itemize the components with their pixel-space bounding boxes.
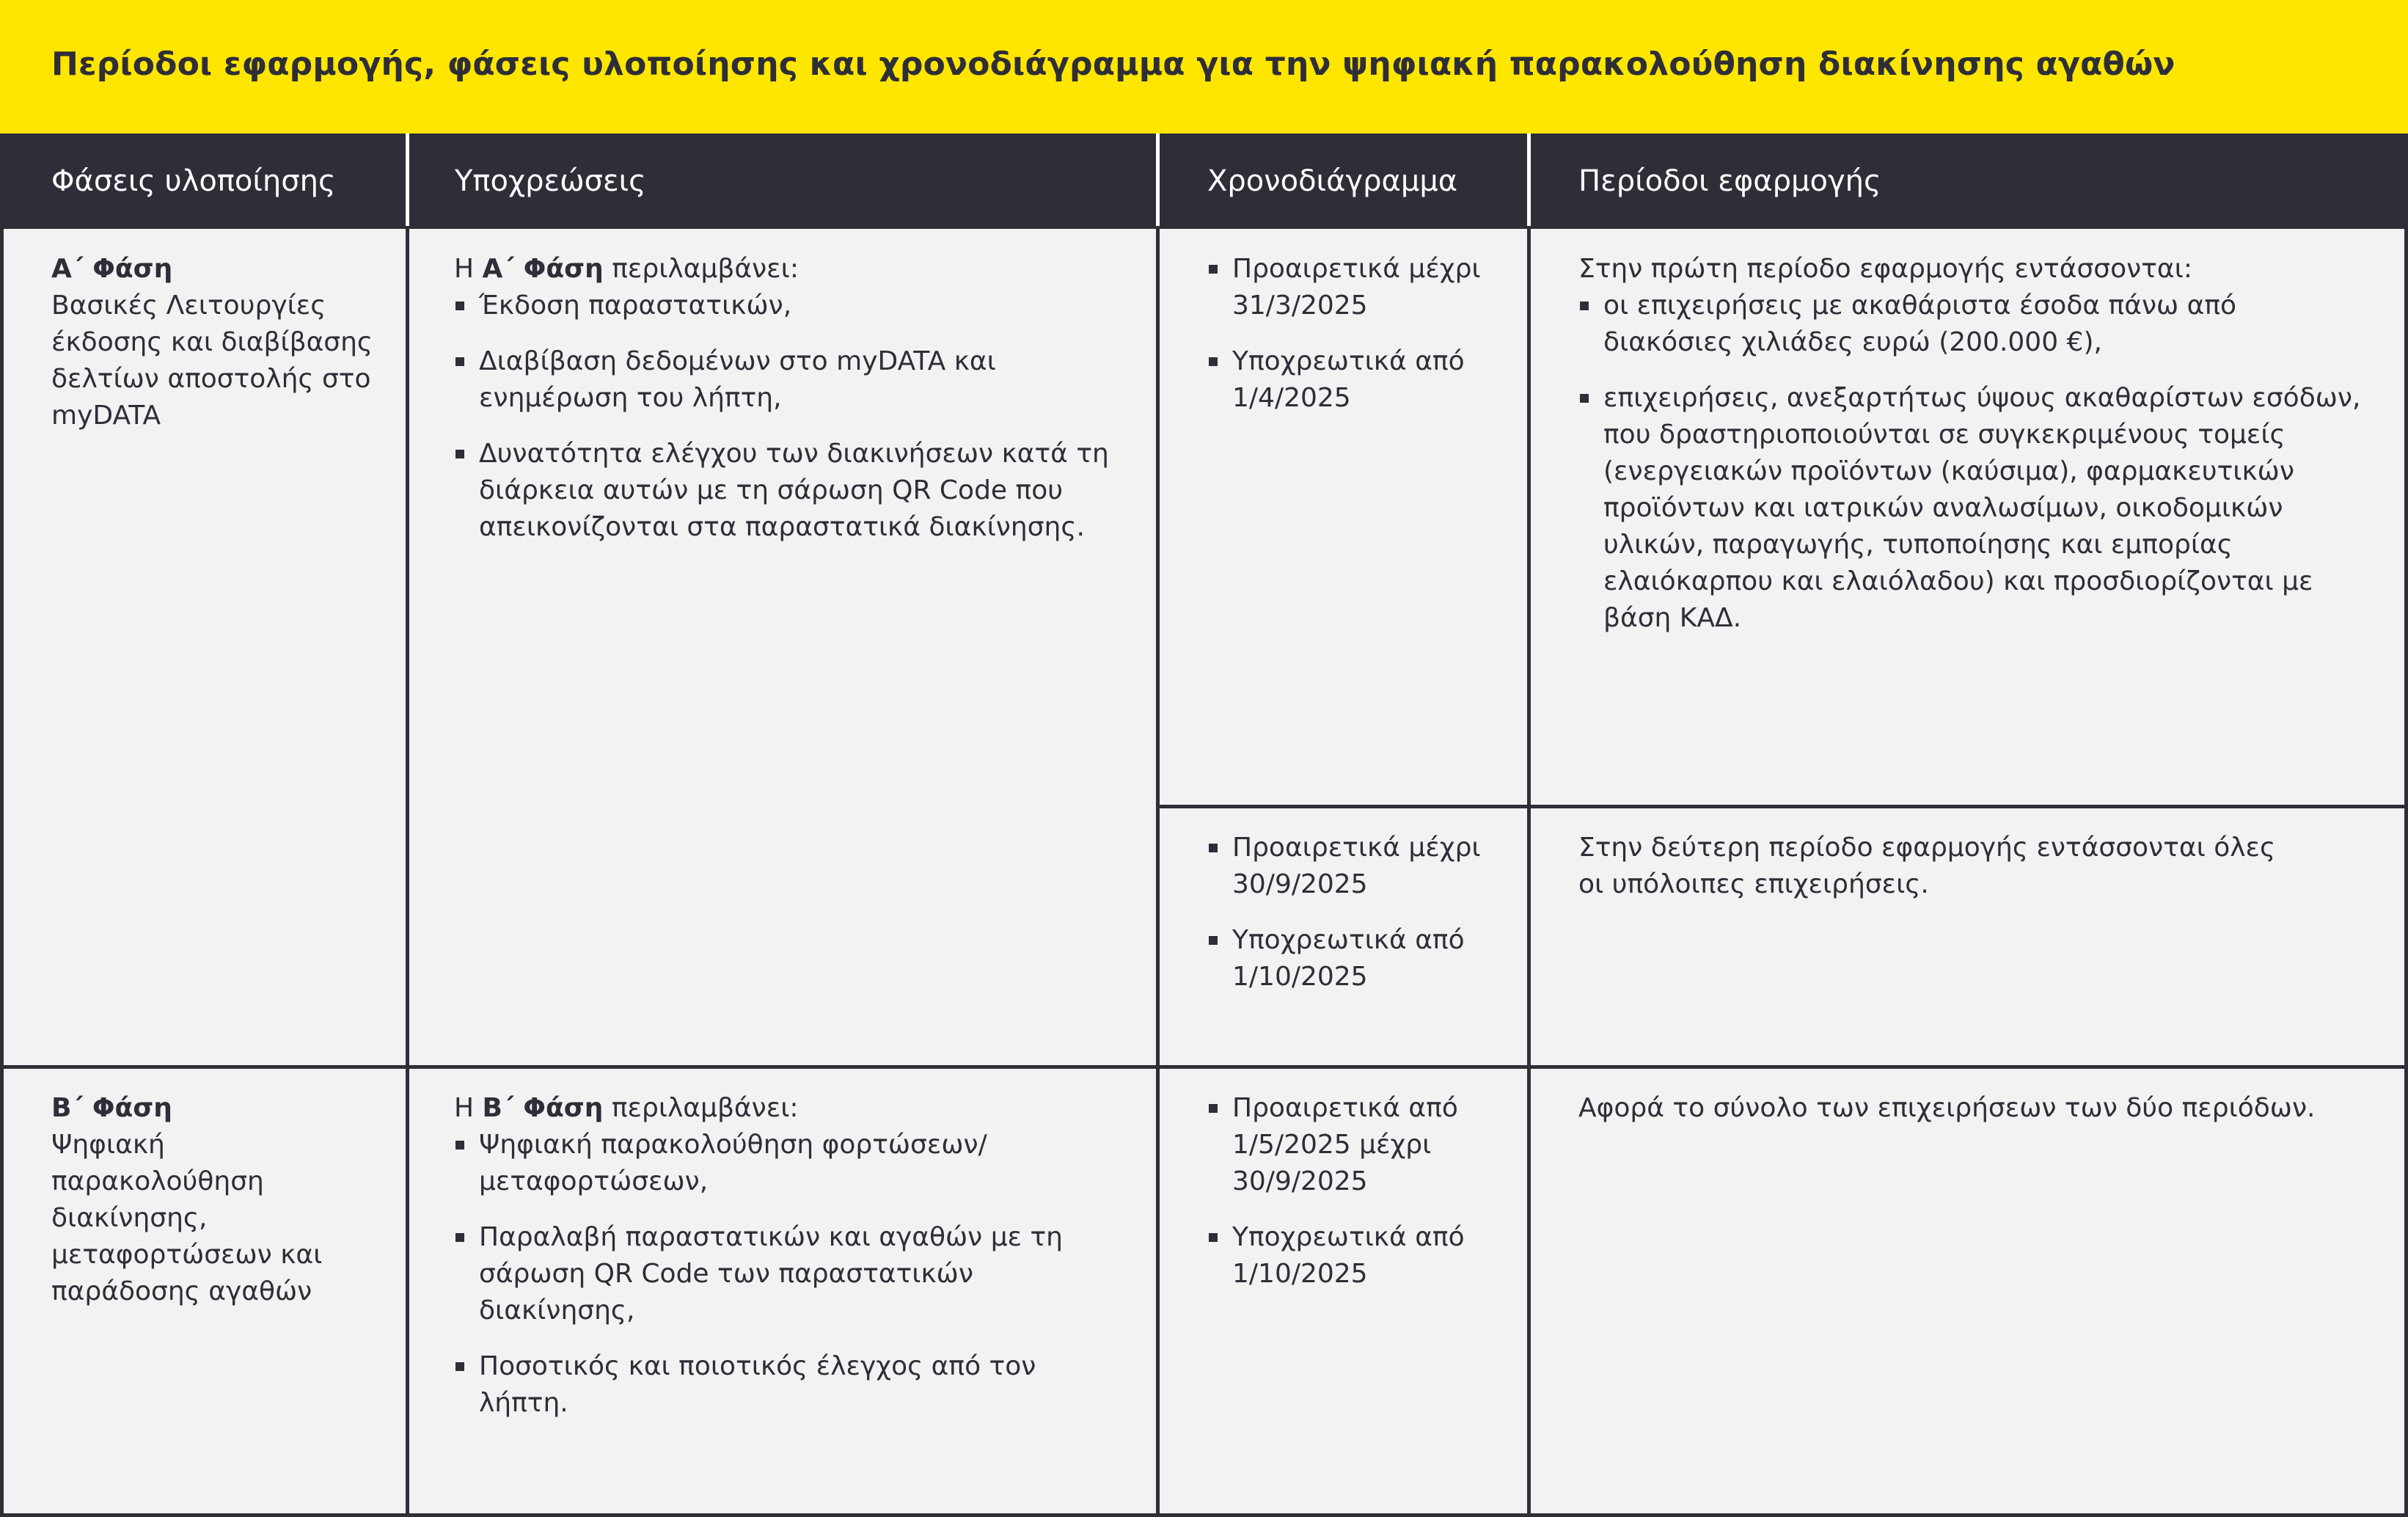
phase-b-application-text: Αφορά το σύνολο των επιχειρήσεων των δύο περιόδων. [1578, 1093, 2316, 1123]
timeline-text: Προαιρετικά μέχρι 31/3/2025 [1232, 254, 1481, 321]
phase-b-description: Ψηφιακή παρακολούθηση διακίνησης, μεταφορτώσεων και παράδοσης αγαθών [51, 1130, 323, 1306]
phase-a-cell [0, 229, 407, 434]
bullet-square-icon [455, 357, 464, 366]
bullet-square-icon [455, 301, 464, 310]
bullet-square-icon [1209, 1104, 1218, 1113]
grid-line-right [2404, 229, 2408, 1517]
list-item [1207, 251, 1514, 324]
list-item-text: οι επιχειρήσεις με ακαθάριστα έσοδα πάνω από διακόσιες χιλιάδες ευρώ (200.000 €), [1603, 290, 2237, 357]
page-title: Περίοδοι εφαρμογής, φάσεις υλοποίησης και χρονοδιάγραμμα για την ψηφιακή παρακολούθηση διακίνησης αγαθών [51, 45, 2175, 83]
grid-line-bottom [0, 1513, 2408, 1517]
intro-prefix: Η [454, 1093, 483, 1123]
period-1-list [1578, 288, 2374, 637]
header-divider [406, 134, 409, 226]
bullet-square-icon [455, 450, 464, 458]
phase-a-obligations-cell [409, 229, 1157, 546]
period-1-timeline-cell [1159, 229, 1529, 417]
table-header-row [0, 134, 2408, 229]
timeline-text: Υποχρεωτικά από 1/4/2025 [1232, 346, 1465, 413]
header-obligations: Υποχρεώσεις [455, 164, 646, 198]
list-item-text: Ποσοτικός και ποιοτικός έλεγχος από τον λήπτη. [479, 1351, 1036, 1418]
list-item [1207, 830, 1514, 903]
period-2-intro: Στην δεύτερη περίοδο εφαρμογής εντάσσονται όλες οι υπόλοιπες επιχειρήσεις. [1578, 833, 2276, 899]
list-item [1578, 288, 2374, 361]
list-item [454, 343, 1127, 417]
phase-b-obligations-cell [409, 1068, 1157, 1422]
list-item-text: Ψηφιακή παρακολούθηση φορτώσεων/ μεταφορτώσεων, [479, 1130, 987, 1196]
header-divider [1527, 134, 1531, 226]
period-2-timeline-list [1207, 830, 1514, 995]
bullet-square-icon [1209, 844, 1218, 852]
list-item-text: Δυνατότητα ελέγχου των διακινήσεων κατά τη διάρκεια αυτών με τη σάρωση QR Code που απεικονίζονται στα παραστατικά διακίνησης. [479, 439, 1109, 542]
intro-bold: Α΄ Φάση [482, 254, 604, 284]
period-1-timeline-list [1207, 251, 1514, 417]
list-item [454, 1127, 1127, 1200]
list-item-text: Έκδοση παραστατικών, [479, 290, 792, 321]
list-item [454, 1219, 1127, 1329]
intro-prefix: Η [454, 254, 483, 284]
intro-bold: Β΄ Φάση [482, 1093, 604, 1123]
period-1-intro: Στην πρώτη περίοδο εφαρμογής εντάσσονται: [1578, 254, 2192, 284]
period-2-timeline-cell [1159, 808, 1529, 995]
list-item [1578, 380, 2374, 637]
phase-b-obligations-intro [454, 1090, 1127, 1127]
list-item-text: επιχειρήσεις, ανεξαρτήτως ύψους ακαθαρίστων εσόδων, που δραστηριοποιούνται σε συγκεκριμένους τομείς (ενεργειακών προϊόντων (καύσιμα), φαρμακευτικών προϊόντων και ιατρικών αναλωσίμων, οικοδομικών υλικών, παραγωγής, τυποποίησης και εμπορίας ελαιόκαρπου και ελαιόλαδου) και προσδιορίζονται με βάση ΚΑΔ. [1603, 383, 2361, 633]
phase-a-title: Α΄ Φάση [51, 254, 173, 284]
timeline-text: Προαιρετικά μέχρι 30/9/2025 [1232, 833, 1481, 899]
list-item [454, 1348, 1127, 1422]
list-item [454, 436, 1127, 546]
intro-suffix: περιλαμβάνει: [603, 254, 799, 284]
bullet-square-icon [1580, 301, 1589, 310]
phase-b-timeline-cell [1159, 1068, 1529, 1293]
phase-b-application-cell [1530, 1068, 2403, 1127]
bullet-square-icon [455, 1141, 464, 1149]
phase-a-obligations-intro [454, 251, 1127, 288]
bullet-square-icon [455, 1233, 464, 1242]
header-timeline: Χρονοδιάγραμμα [1207, 164, 1458, 198]
header-divider [1156, 134, 1160, 226]
timeline-text: Προαιρετικά από 1/5/2025 μέχρι 30/9/2025 [1232, 1093, 1458, 1196]
intro-suffix: περιλαμβάνει: [603, 1093, 799, 1123]
header-application-periods: Περίοδοι εφαρμογής [1578, 164, 1881, 198]
list-item [1207, 922, 1514, 995]
list-item [454, 288, 1127, 324]
phase-a-description: Βασικές Λειτουργίες έκδοσης και διαβίβασης δελτίων αποστολής στο myDATA [51, 290, 373, 431]
title-bar [0, 0, 2408, 134]
header-phases: Φάσεις υλοποίησης [51, 164, 336, 198]
list-item-text: Παραλαβή παραστατικών και αγαθών με τη σάρωση QR Code των παραστατικών διακίνησης, [479, 1222, 1063, 1326]
phase-b-cell [0, 1068, 407, 1310]
bullet-square-icon [455, 1362, 464, 1371]
bullet-square-icon [1580, 394, 1589, 403]
period-1-application-cell [1530, 229, 2403, 637]
list-item [1207, 1219, 1514, 1293]
phase-b-title: Β΄ Φάση [51, 1093, 172, 1123]
bullet-square-icon [1209, 265, 1218, 274]
bullet-square-icon [1209, 1233, 1218, 1242]
timeline-text: Υποχρεωτικά από 1/10/2025 [1232, 925, 1465, 992]
phase-a-obligations-list [454, 288, 1127, 546]
timeline-text: Υποχρεωτικά από 1/10/2025 [1232, 1222, 1465, 1289]
list-item [1207, 1090, 1514, 1200]
phase-b-timeline-list [1207, 1090, 1514, 1293]
period-2-application-cell [1530, 808, 2403, 903]
list-item [1207, 343, 1514, 417]
list-item-text: Διαβίβαση δεδομένων στο myDATA και ενημέρωση του λήπτη, [479, 346, 996, 413]
bullet-square-icon [1209, 936, 1218, 945]
bullet-square-icon [1209, 357, 1218, 366]
phase-b-obligations-list [454, 1127, 1127, 1422]
